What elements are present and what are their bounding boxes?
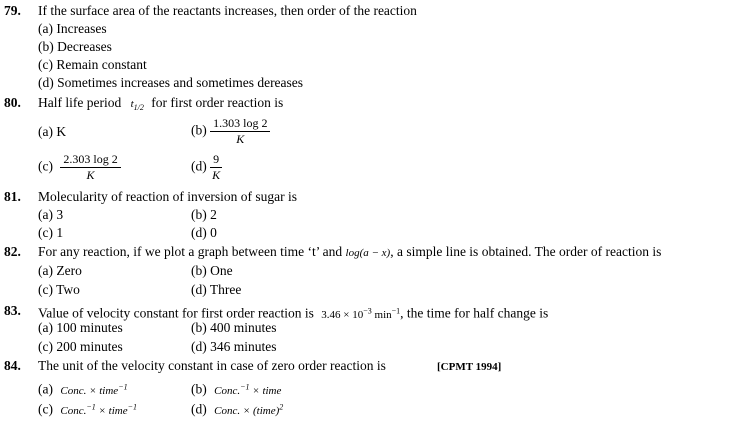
q81-option-d: (d) 0 [191,225,217,240]
q82-text [38,244,661,261]
q82-option-d: (d) Three [191,282,242,297]
q83-option-d: (d) 346 minutes [191,339,277,354]
q84-b-exp: −1 [240,382,250,391]
q80-b-fraction [210,116,270,147]
q83-text-pre: Value of velocity constant for first order reaction is [38,305,314,321]
q84-a-label: (a) [38,381,53,397]
q84-b-base: Conc. [214,384,241,397]
q83-value [321,306,401,321]
q81-option-c: (c) 1 [38,225,64,240]
q79-option-d: (d) Sometimes increases and sometimes dereases [38,75,304,90]
q80-c-denominator: K [86,168,95,182]
q84-a-expr [60,382,128,397]
q84-option-c [38,399,137,419]
q80-b-denominator: K [236,132,245,146]
q84-d-base: Conc. × (time) [214,404,280,417]
q84-a-base: Conc. × time [60,384,119,397]
q80-option-a: (a) K [38,124,67,139]
q83-unit-exp: −1 [391,306,401,315]
q81-option-b: (b) 2 [191,207,217,222]
q80-t-symbol [130,98,144,113]
q84-b-expr [214,382,282,397]
q80-option-d [191,152,222,183]
q80-c-fraction [60,152,120,183]
q82-number: 82. [4,244,21,259]
q82-expression: log(a − x) [345,247,391,259]
q80-text-post: for first order reaction is [151,95,284,110]
q83-value-exp: −3 [363,306,372,315]
q79-option-a: (a) Increases [38,21,107,36]
q83-value-base: 3.46 × 10 [321,308,364,321]
q80-number: 80. [4,95,21,110]
q84-option-b [191,379,281,399]
q82-option-c: (c) Two [38,282,80,297]
q84-option-d [191,399,283,419]
q80-t-sub: 1/2 [133,103,144,113]
q84-number: 84. [4,358,21,373]
q84-c-exp2: −1 [127,402,138,411]
q84-d-expr [214,402,284,417]
q84-d-label: (d) [191,401,207,417]
q82-text-pre: For any reaction, if we plot a graph between time ‘t’ and [38,244,343,259]
q80-d-fraction [210,152,222,183]
q84-c-exp1: −1 [86,402,96,411]
q80-d-denominator: K [212,168,221,182]
q80-b-numerator: 1.303 log 2 [210,116,270,132]
q83-option-b: (b) 400 minutes [191,320,277,335]
q84-source-tag: [CPMT 1994] [437,361,502,373]
q84-c-expr [60,402,138,417]
q84-option-a [38,379,128,399]
q80-b-label: (b) [191,122,207,138]
q84-b-tail: × time [252,384,282,397]
q82-text-post: , a simple line is obtained. The order of reaction is [390,244,662,259]
q82-option-a: (a) Zero [38,263,82,278]
q79-text: If the surface area of the reactants increases, then order of the reaction [38,3,417,18]
q84-b-label: (b) [191,381,207,397]
q83-text-post: , the time for half change is [400,305,549,321]
q80-option-c [38,152,121,183]
q80-option-b [191,116,270,147]
q81-number: 81. [4,189,21,204]
q79-number: 79. [4,3,21,18]
q84-c-base: Conc. [60,404,87,417]
q83-unit: min [374,308,392,321]
q83-number: 83. [4,303,21,318]
q84-c-mid: × time [98,404,128,417]
q83-option-c: (c) 200 minutes [38,339,123,354]
q80-c-label: (c) [38,158,53,174]
q80-t: t [130,98,134,110]
q84-a-exp: −1 [118,382,128,391]
q80-d-label: (d) [191,158,207,174]
q80-text-pre: Half life period [38,95,122,110]
q80-text [38,95,283,116]
q84-d-exp: 2 [279,402,284,411]
q84-c-label: (c) [38,401,53,417]
q80-d-numerator: 9 [210,152,222,168]
q80-c-numerator: 2.303 log 2 [60,152,120,168]
q81-option-a: (a) 3 [38,207,64,222]
q81-text: Molecularity of reaction of inversion of sugar is [38,189,298,204]
q84-text: The unit of the velocity constant in case of zero order reaction is [38,358,386,373]
q79-option-c: (c) Remain constant [38,57,147,72]
q82-option-b: (b) One [191,263,233,278]
q79-option-b: (b) Decreases [38,39,112,54]
q83-option-a: (a) 100 minutes [38,320,123,335]
